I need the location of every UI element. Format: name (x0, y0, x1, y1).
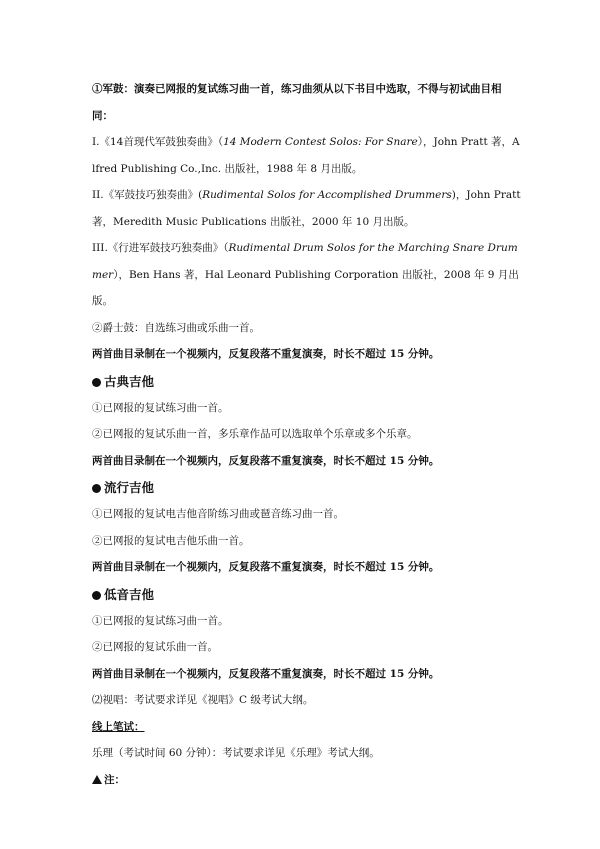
book-1-suffix: ），John Pratt 著，Alfred Publishing Co.,Inc. 出版社，1988 年 8 月出版。 (92, 136, 520, 175)
book-3-suffix: ），Ben Hans 著，Hal Leonard Publishing Corporation 出版社，2008 年 9 月出版。 (92, 268, 519, 307)
jazz-drum-requirement: ②爵士鼓：自选练习曲或乐曲一首。 (92, 321, 260, 334)
pop-guitar-item-2: ②已网报的复试电吉他乐曲一首。 (92, 534, 250, 547)
book-3-prefix: III.《行进军鼓技巧独奏曲》（ (92, 242, 229, 254)
bass-guitar-heading (92, 581, 522, 608)
pop-guitar-heading (92, 474, 522, 501)
classical-guitar-note: 两首曲目录制在一个视频内，反复段落不重复演奏，时长不超过 15 分钟。 (92, 454, 440, 467)
book-3-title: Rudimental Drum Solos for the Marching Snare Drummer (92, 242, 518, 281)
book-1-prefix: I.《14首现代军鼓独奏曲》（ (92, 136, 224, 148)
document-page (92, 76, 522, 793)
triangle-icon (92, 775, 102, 784)
book-1-title: 14 Modern Contest Solos: For Snare (223, 136, 418, 148)
notes-heading (92, 767, 522, 794)
pop-guitar-item-1: ①已网报的复试电吉他音阶练习曲或琶音练习曲一首。 (92, 508, 344, 520)
book-2-title: Rudimental Solos for Accomplished Drummers (202, 189, 452, 201)
book-2-suffix: )，John Pratt 著，Meredith Music Publications 出版社，2000 年 10 月出版。 (92, 189, 521, 228)
bass-guitar-heading-text: 低音吉他 (104, 586, 155, 602)
bullet-icon (92, 591, 101, 600)
music-theory-requirement: 乐理（考试时间 60 分钟）：考试要求详见《乐理》考试大纲。 (92, 747, 380, 759)
book-2 (92, 182, 522, 235)
bullet-icon (92, 378, 101, 387)
sight-singing-requirement: ⑵视唱：考试要求详见《视唱》C 级考试大纲。 (92, 694, 314, 706)
classical-guitar-heading (92, 368, 522, 395)
book-1 (92, 129, 522, 182)
bass-guitar-item-1: ①已网报的复试练习曲一首。 (92, 614, 229, 627)
pop-guitar-note: 两首曲目录制在一个视频内，反复段落不重复演奏，时长不超过 15 分钟。 (92, 561, 440, 573)
book-3 (92, 235, 522, 315)
classical-guitar-item-2: ②已网报的复试乐曲一首，多乐章作品可以选取单个乐章或多个乐章。 (92, 428, 418, 440)
online-written-heading: 线上笔试： (92, 720, 145, 733)
bass-guitar-item-2: ②已网报的复试乐曲一首。 (92, 641, 218, 653)
snare-requirement: ①军鼓：演奏已网报的复试练习曲一首，练习曲须从以下书目中选取，不得与初试曲目相同： (92, 83, 502, 122)
pop-guitar-heading-text: 流行吉他 (104, 480, 155, 495)
notes-heading-text: 注： (104, 773, 125, 786)
classical-guitar-item-1: ①已网报的复试练习曲一首。 (92, 401, 229, 414)
bullet-icon (92, 484, 101, 493)
snare-recording-note: 两首曲目录制在一个视频内，反复段落不重复演奏，时长不超过 15 分钟。 (92, 348, 440, 360)
bass-guitar-note: 两首曲目录制在一个视频内，反复段落不重复演奏，时长不超过 15 分钟。 (92, 667, 440, 680)
classical-guitar-heading-text: 古典吉他 (104, 373, 155, 389)
book-2-prefix: II.《军鼓技巧独奏曲》( (92, 189, 203, 201)
